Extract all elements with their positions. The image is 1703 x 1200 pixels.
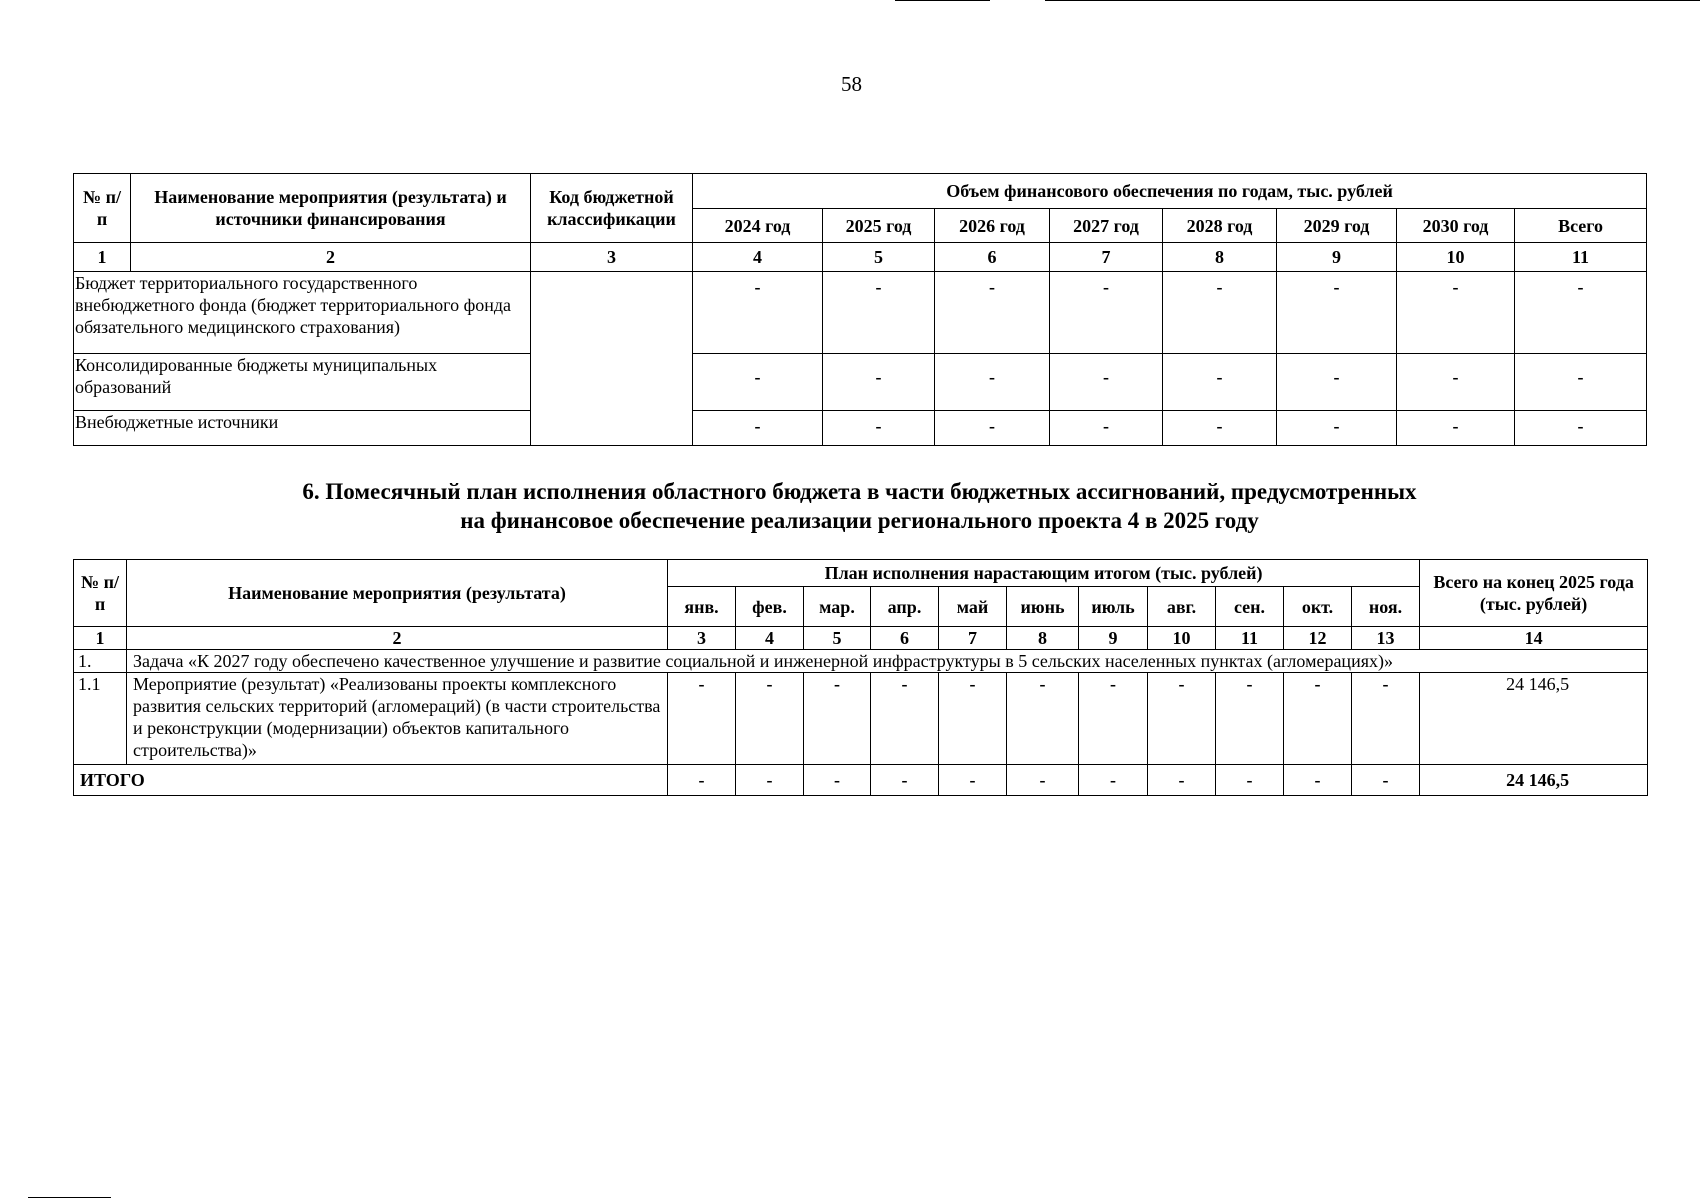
column-number: 11: [1216, 627, 1284, 650]
header-month: янв.: [668, 587, 736, 627]
header-month: мар.: [804, 587, 871, 627]
header-year: 2025 год: [823, 209, 935, 243]
value-cell: -: [1050, 272, 1163, 354]
grand-total: 24 146,5: [1420, 765, 1648, 796]
month-value: -: [736, 673, 804, 765]
value-cell: -: [823, 411, 935, 446]
column-number: 4: [693, 243, 823, 272]
task-row: [74, 650, 1648, 673]
table-row: [74, 354, 1647, 411]
value-cell: -: [693, 354, 823, 411]
column-number: 6: [935, 243, 1050, 272]
header-month: май: [939, 587, 1007, 627]
header-code: Код бюджетной классификации: [531, 174, 693, 243]
value-cell: -: [693, 411, 823, 446]
value-cell: -: [1277, 354, 1397, 411]
header-month: июль: [1079, 587, 1148, 627]
table-row: [74, 272, 1647, 354]
page-number: 58: [841, 72, 862, 96]
column-number: 5: [823, 243, 935, 272]
header-plan: План исполнения нарастающим итогом (тыс. рублей): [668, 560, 1420, 587]
value-cell: -: [1515, 411, 1647, 446]
value-cell: -: [1515, 272, 1647, 354]
month-value: -: [939, 673, 1007, 765]
column-number: 3: [668, 627, 736, 650]
header-num: № п/п: [74, 560, 127, 627]
value-cell: -: [1050, 411, 1163, 446]
month-value: -: [804, 765, 871, 796]
value-cell: -: [935, 272, 1050, 354]
month-value: -: [804, 673, 871, 765]
value-cell: -: [1050, 354, 1163, 411]
month-value: -: [736, 765, 804, 796]
month-value: -: [871, 765, 939, 796]
monthly-plan-table: [73, 559, 1648, 796]
header-name: Наименование мероприятия (результата): [127, 560, 668, 627]
column-number: 13: [1352, 627, 1420, 650]
source-name: Консолидированные бюджеты муниципальных образований: [74, 354, 531, 411]
month-value: -: [939, 765, 1007, 796]
value-cell: -: [935, 354, 1050, 411]
header-month: окт.: [1284, 587, 1352, 627]
header-name: Наименование мероприятия (результата) и источники финансирования: [131, 174, 531, 243]
column-number: 2: [131, 243, 531, 272]
header-year: 2027 год: [1050, 209, 1163, 243]
header-month: сен.: [1216, 587, 1284, 627]
month-value: -: [668, 673, 736, 765]
month-value: -: [668, 765, 736, 796]
value-cell: -: [1277, 411, 1397, 446]
column-number: 1: [74, 243, 131, 272]
header-volume: Объем финансового обеспечения по годам, тыс. рублей: [693, 174, 1647, 209]
header-year: 2026 год: [935, 209, 1050, 243]
month-value: -: [1007, 673, 1079, 765]
task-text: Задача «К 2027 году обеспечено качественное улучшение и развитие социальной и инженерной инфраструктуры в 5 сельских населенных пунктах (агломерациях)»: [127, 650, 1648, 673]
value-cell: -: [1277, 272, 1397, 354]
column-number: 9: [1277, 243, 1397, 272]
column-number: 11: [1515, 243, 1647, 272]
column-number: 9: [1079, 627, 1148, 650]
total-label: ИТОГО: [74, 765, 668, 796]
budget-code-cell: [531, 272, 693, 446]
month-value: -: [1148, 673, 1216, 765]
month-value: -: [1007, 765, 1079, 796]
task-num: 1.: [74, 650, 127, 673]
value-cell: -: [1397, 354, 1515, 411]
header-num: № п/п: [74, 174, 131, 243]
header-year: 2024 год: [693, 209, 823, 243]
scan-artifact-line: [28, 1197, 111, 1198]
column-number: 10: [1148, 627, 1216, 650]
column-number: 8: [1007, 627, 1079, 650]
month-value: -: [1216, 673, 1284, 765]
value-cell: -: [823, 272, 935, 354]
scan-artifact-line: [895, 0, 990, 1]
month-value: -: [871, 673, 939, 765]
column-number-row: [74, 243, 1647, 272]
value-cell: -: [1397, 272, 1515, 354]
header-month: июнь: [1007, 587, 1079, 627]
source-name: Бюджет территориального государственного внебюджетного фонда (бюджет территориального фонда обязательного медицинского страхования): [74, 272, 531, 354]
month-value: -: [1216, 765, 1284, 796]
section-heading: [73, 477, 1646, 535]
funding-volume-table: [73, 173, 1647, 446]
value-cell: -: [693, 272, 823, 354]
table-row: [74, 411, 1647, 446]
value-cell: -: [935, 411, 1050, 446]
month-value: -: [1284, 673, 1352, 765]
column-number: 3: [531, 243, 693, 272]
header-year: 2030 год: [1397, 209, 1515, 243]
source-name: Внебюджетные источники: [74, 411, 531, 446]
column-number: 7: [1050, 243, 1163, 272]
header-month: апр.: [871, 587, 939, 627]
month-value: -: [1284, 765, 1352, 796]
value-cell: -: [1163, 411, 1277, 446]
value-cell: -: [1397, 411, 1515, 446]
column-number: 6: [871, 627, 939, 650]
column-number: 8: [1163, 243, 1277, 272]
column-number-row: [74, 627, 1648, 650]
header-month: авг.: [1148, 587, 1216, 627]
month-value: -: [1079, 673, 1148, 765]
header-year: 2028 год: [1163, 209, 1277, 243]
total-row: [74, 765, 1648, 796]
column-number: 4: [736, 627, 804, 650]
value-cell: -: [1515, 354, 1647, 411]
event-name: Мероприятие (результат) «Реализованы проекты комплексного развития сельских территорий (агломераций) (в части строительства и реконструкции (модернизации) объектов капитального строительства)»: [127, 673, 668, 765]
event-total: 24 146,5: [1420, 673, 1648, 765]
month-value: -: [1352, 765, 1420, 796]
month-value: -: [1148, 765, 1216, 796]
header-month: фев.: [736, 587, 804, 627]
table-row: [74, 673, 1648, 765]
column-number: 14: [1420, 627, 1648, 650]
scan-artifact-line: [1045, 0, 1700, 1]
section-heading-line: 6. Помесячный план исполнения областного бюджета в части бюджетных ассигнований, предусмотренных: [302, 479, 1417, 504]
column-number: 7: [939, 627, 1007, 650]
header-month: ноя.: [1352, 587, 1420, 627]
header-total: Всего на конец 2025 года (тыс. рублей): [1420, 560, 1648, 627]
value-cell: -: [823, 354, 935, 411]
month-value: -: [1079, 765, 1148, 796]
column-number: 5: [804, 627, 871, 650]
month-value: -: [1352, 673, 1420, 765]
column-number: 2: [127, 627, 668, 650]
section-heading-line: на финансовое обеспечение реализации регионального проекта 4 в 2025 году: [460, 508, 1259, 533]
value-cell: -: [1163, 272, 1277, 354]
column-number: 10: [1397, 243, 1515, 272]
column-number: 1: [74, 627, 127, 650]
event-num: 1.1: [74, 673, 127, 765]
column-number: 12: [1284, 627, 1352, 650]
value-cell: -: [1163, 354, 1277, 411]
header-total: Всего: [1515, 209, 1647, 243]
header-year: 2029 год: [1277, 209, 1397, 243]
